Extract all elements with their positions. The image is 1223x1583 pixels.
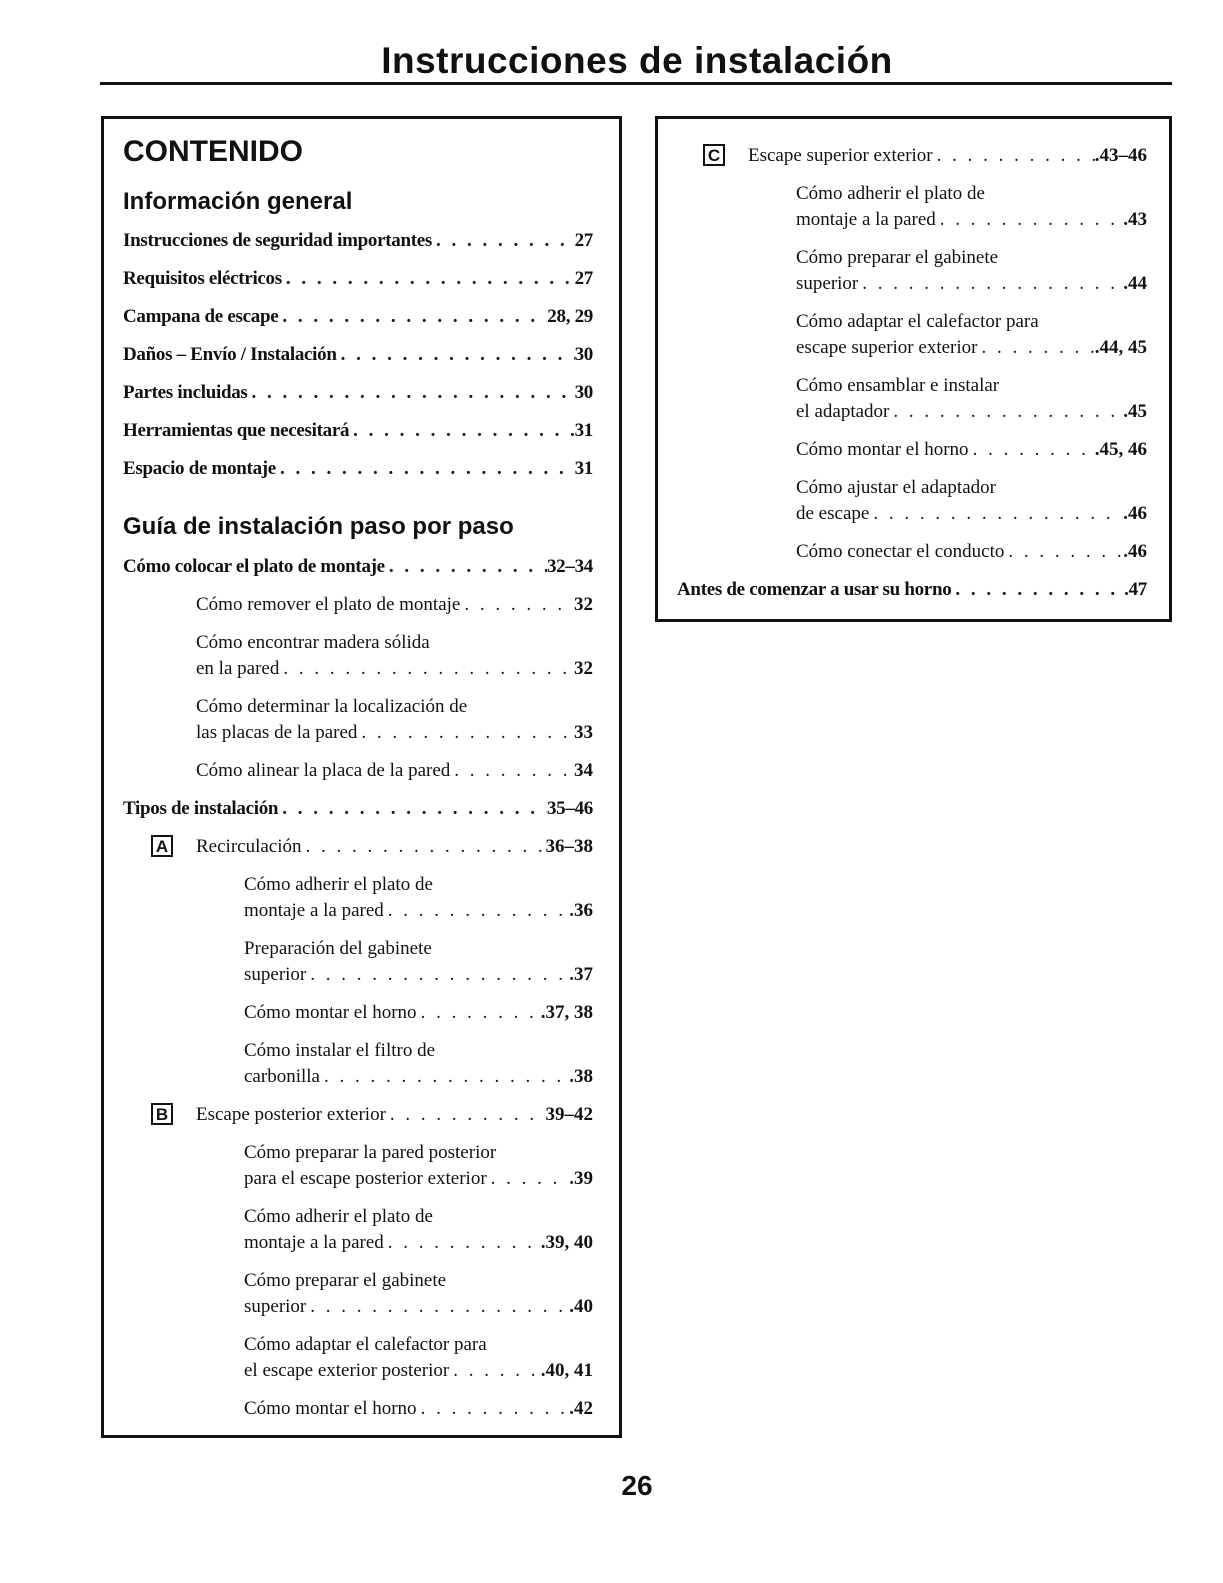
toc-entry-text: Cómo preparar el gabinete <box>244 1270 447 1291</box>
toc-page-ref: 32 <box>574 658 593 679</box>
toc-entry-line <box>196 834 593 860</box>
dot-leader <box>450 758 574 784</box>
toc-entry-text: Cómo adaptar el calefactor para <box>244 1334 487 1355</box>
toc-entry <box>123 936 593 988</box>
toc-entry-text: carbonilla <box>244 1066 320 1087</box>
toc-entry <box>123 796 593 822</box>
dot-leader <box>460 592 574 618</box>
contents-heading: CONTENIDO <box>123 135 303 168</box>
toc-entry-line <box>244 1204 593 1230</box>
toc-page-ref: .45, 46 <box>1094 439 1147 460</box>
toc-entry-text: superior <box>244 964 307 985</box>
toc-entry-line <box>796 271 1147 297</box>
toc-entry <box>677 143 1147 169</box>
dot-leader <box>278 304 547 330</box>
dot-leader <box>357 720 574 746</box>
toc-entry-text: Cómo montar el horno <box>796 439 969 460</box>
toc-entry <box>123 1038 593 1090</box>
dot-leader <box>248 380 575 406</box>
toc-page-ref: .39, 40 <box>540 1232 593 1253</box>
toc-entry-text: Preparación del gabinete <box>244 938 432 959</box>
toc-entry-text: montaje a la pared <box>244 900 384 921</box>
dot-leader <box>1004 539 1123 565</box>
toc-page-ref: 28, 29 <box>547 306 593 327</box>
toc-entry <box>123 872 593 924</box>
toc-entry-text: las placas de la pared <box>196 722 358 743</box>
toc-entry-line <box>677 577 1147 603</box>
toc-entry <box>123 1332 593 1384</box>
toc-entry-text: Cómo alinear la placa de la pared <box>196 760 451 781</box>
dot-leader <box>279 656 574 682</box>
toc-entry-line <box>796 181 1147 207</box>
toc-entry-line <box>796 399 1147 425</box>
toc-entry-text: Partes incluidas <box>123 382 248 403</box>
toc-entry-line <box>123 266 593 292</box>
toc-entry-text: Cómo encontrar madera sólida <box>196 632 430 653</box>
toc-page-ref: 31 <box>574 458 593 479</box>
toc-entry-line <box>796 539 1147 565</box>
toc-entry-text: Cómo conectar el conducto <box>796 541 1005 562</box>
toc-page-ref: 33 <box>574 722 593 743</box>
toc-entry-line <box>244 1000 593 1026</box>
toc-entry <box>123 554 593 580</box>
toc-entry-line <box>796 373 1147 399</box>
toc-entry-line <box>196 1102 593 1128</box>
toc-page-ref: .37 <box>569 964 593 985</box>
dot-leader <box>337 342 575 368</box>
toc-entry <box>123 342 593 368</box>
toc-entry-text: Herramientas que necesitará <box>123 420 350 441</box>
toc-entry-text: Cómo colocar el plato de montaje <box>123 556 385 577</box>
dot-leader <box>858 271 1123 297</box>
toc-entry-text: escape superior exterior <box>796 337 978 358</box>
toc-entry-text: Cómo adherir el plato de <box>796 183 985 204</box>
toc-page-ref: .36 <box>569 900 593 921</box>
toc-entry-line <box>244 1230 593 1256</box>
toc-entry <box>677 309 1147 361</box>
toc-page-ref: .40 <box>569 1296 593 1317</box>
toc-entry-text: Espacio de montaje <box>123 458 276 479</box>
toc-entry <box>677 437 1147 463</box>
toc-entry <box>123 380 593 406</box>
toc-entry-text: superior <box>244 1296 307 1317</box>
toc-entry-line <box>196 656 593 682</box>
toc-page-ref: 30 <box>574 382 593 403</box>
toc-entry <box>677 373 1147 425</box>
toc-entry-line <box>796 475 1147 501</box>
toc-entry <box>123 1204 593 1256</box>
dot-leader <box>384 1230 541 1256</box>
toc-entry-line <box>244 1038 593 1064</box>
dot-leader <box>278 796 547 822</box>
contents-box-right <box>655 116 1172 622</box>
toc-entry-text: Daños – Envío / Instalación <box>123 344 337 365</box>
toc-entry-line <box>123 554 593 580</box>
toc-entry-line <box>244 936 593 962</box>
toc-entry <box>677 181 1147 233</box>
toc-entry-line <box>748 143 1147 169</box>
toc-entry-line <box>796 207 1147 233</box>
dot-leader <box>349 418 574 444</box>
toc-entry-text: Cómo ensamblar e instalar <box>796 375 1000 396</box>
section-marker-b: B <box>151 1103 173 1125</box>
toc-entry-line <box>196 694 593 720</box>
dot-leader <box>951 577 1124 603</box>
toc-page-ref: 32–34 <box>546 556 593 577</box>
section-marker-a: A <box>151 835 173 857</box>
toc-entry <box>123 1140 593 1192</box>
toc-entry-text: Escape posterior exterior <box>196 1104 386 1125</box>
toc-entry-text: Cómo preparar la pared posterior <box>244 1142 497 1163</box>
dot-leader <box>306 1294 569 1320</box>
toc-entry-line <box>796 437 1147 463</box>
toc-entry-text: en la pared <box>196 658 280 679</box>
toc-page-ref: 34 <box>574 760 593 781</box>
toc-page-ref: .44, 45 <box>1094 337 1147 358</box>
toc-entry <box>123 1102 593 1128</box>
toc-entry-text: Cómo adaptar el calefactor para <box>796 311 1039 332</box>
toc-page-ref: 30 <box>574 344 593 365</box>
toc-page-ref: .45 <box>1123 401 1147 422</box>
toc-page-ref: 36–38 <box>545 836 593 857</box>
toc-entry-line <box>123 342 593 368</box>
toc-entry-text: Cómo adherir el plato de <box>244 874 433 895</box>
toc-entry-text: el adaptador <box>796 401 890 422</box>
toc-page-ref: .38 <box>569 1066 593 1087</box>
dot-leader <box>282 266 575 292</box>
toc-entry-line <box>123 456 593 482</box>
title-rule <box>100 82 1172 85</box>
toc-page-ref: 35–46 <box>546 798 593 819</box>
toc-page-ref: .43 <box>1123 209 1147 230</box>
toc-entry-line <box>244 1332 593 1358</box>
toc-entry-line <box>196 720 593 746</box>
dot-leader <box>320 1064 569 1090</box>
toc-page-ref: .46 <box>1123 503 1147 524</box>
toc-entry-text: Cómo montar el horno <box>244 1398 417 1419</box>
toc-entry <box>123 592 593 618</box>
dot-leader <box>302 834 546 860</box>
toc-entry-line <box>244 1396 593 1422</box>
toc-page-ref: .37, 38 <box>540 1002 593 1023</box>
toc-page-ref: .46 <box>1123 541 1147 562</box>
toc-entry-text: Antes de comenzar a usar su horno <box>677 579 952 600</box>
dot-leader <box>933 143 1095 169</box>
toc-entry <box>123 630 593 682</box>
toc-page-ref: .42 <box>569 1398 593 1419</box>
toc-page-ref: 39–42 <box>545 1104 593 1125</box>
toc-entry-line <box>244 1294 593 1320</box>
toc-page-ref: 27 <box>574 268 593 289</box>
dot-leader <box>889 399 1123 425</box>
toc-entry-text: superior <box>796 273 859 294</box>
toc-entry-text: Recirculación <box>196 836 302 857</box>
toc-page-ref: 27 <box>574 230 593 251</box>
right-contents-list <box>677 143 1147 615</box>
dot-leader <box>417 1000 541 1026</box>
toc-entry <box>677 577 1147 603</box>
dot-leader <box>487 1166 570 1192</box>
toc-entry-line <box>244 1358 593 1384</box>
page-number: 26 <box>621 1470 653 1501</box>
dot-leader <box>385 554 547 580</box>
toc-entry <box>677 539 1147 565</box>
toc-page-ref: .40, 41 <box>540 1360 593 1381</box>
dot-leader <box>969 437 1095 463</box>
toc-entry <box>123 266 593 292</box>
page-title: Instrucciones de instalación <box>381 40 893 81</box>
contents-box-left <box>101 116 622 1438</box>
dot-leader <box>386 1102 546 1128</box>
toc-entry <box>123 1000 593 1026</box>
toc-entry-text: Cómo determinar la localización de <box>196 696 468 717</box>
toc-entry-line <box>123 304 593 330</box>
toc-entry-text: Campana de escape <box>123 306 279 327</box>
toc-page-ref: .39 <box>569 1168 593 1189</box>
dot-leader <box>449 1358 541 1384</box>
toc-entry-line <box>244 962 593 988</box>
toc-entry-text: Instrucciones de seguridad importantes <box>123 230 432 251</box>
toc-entry-line <box>196 758 593 784</box>
toc-entry-line <box>244 1166 593 1192</box>
toc-entry-text: Tipos de instalación <box>123 798 279 819</box>
toc-entry-text: Cómo preparar el gabinete <box>796 247 999 268</box>
toc-entry-text: el escape exterior posterior <box>244 1360 450 1381</box>
toc-entry-line <box>796 309 1147 335</box>
dot-leader <box>417 1396 570 1422</box>
toc-entry-text: Cómo ajustar el adaptador <box>796 477 996 498</box>
toc-entry <box>123 1268 593 1320</box>
toc-entry-text: montaje a la pared <box>796 209 936 230</box>
dot-leader <box>384 898 569 924</box>
toc-entry-text: de escape <box>796 503 870 524</box>
dot-leader <box>977 335 1094 361</box>
toc-entry-text: montaje a la pared <box>244 1232 384 1253</box>
toc-entry-text: Requisitos eléctricos <box>123 268 282 289</box>
toc-page-ref: .47 <box>1124 579 1147 600</box>
dot-leader <box>869 501 1123 527</box>
toc-entry-text: Escape superior exterior <box>748 145 933 166</box>
toc-entry-line <box>123 418 593 444</box>
toc-entry-line <box>244 1064 593 1090</box>
toc-entry-line <box>196 630 593 656</box>
toc-entry <box>123 834 593 860</box>
toc-entry-line <box>244 898 593 924</box>
install-guide-heading: Guía de instalación paso por paso <box>123 513 514 540</box>
general-info-list <box>123 228 593 482</box>
general-info-heading: Información general <box>123 188 353 215</box>
section-marker-c: C <box>703 144 725 166</box>
toc-entry-text: Cómo adherir el plato de <box>244 1206 433 1227</box>
toc-entry-line <box>796 245 1147 271</box>
toc-entry <box>123 228 593 254</box>
dot-leader <box>306 962 569 988</box>
toc-entry <box>123 758 593 784</box>
toc-entry <box>677 245 1147 297</box>
dot-leader <box>276 456 575 482</box>
toc-entry-text: para el escape posterior exterior <box>244 1168 487 1189</box>
toc-entry <box>123 694 593 746</box>
dot-leader <box>432 228 575 254</box>
toc-page-ref: 31 <box>574 420 593 441</box>
install-guide-list <box>123 554 593 1422</box>
toc-entry-line <box>123 380 593 406</box>
toc-entry-line <box>244 1268 593 1294</box>
toc-entry-line <box>196 592 593 618</box>
toc-entry-line <box>244 872 593 898</box>
toc-page-ref: 32 <box>574 594 593 615</box>
toc-entry-line <box>123 228 593 254</box>
toc-entry <box>123 418 593 444</box>
toc-entry-text: Cómo instalar el filtro de <box>244 1040 436 1061</box>
toc-entry-line <box>796 335 1147 361</box>
toc-page-ref: .43–46 <box>1094 145 1147 166</box>
toc-entry-line <box>123 796 593 822</box>
toc-page-ref: .44 <box>1123 273 1147 294</box>
toc-entry <box>123 456 593 482</box>
toc-entry-text: Cómo montar el horno <box>244 1002 417 1023</box>
dot-leader <box>936 207 1123 233</box>
toc-entry <box>677 475 1147 527</box>
toc-entry-line <box>796 501 1147 527</box>
toc-entry <box>123 1396 593 1422</box>
toc-entry-line <box>244 1140 593 1166</box>
toc-entry-text: Cómo remover el plato de montaje <box>196 594 461 615</box>
toc-entry <box>123 304 593 330</box>
